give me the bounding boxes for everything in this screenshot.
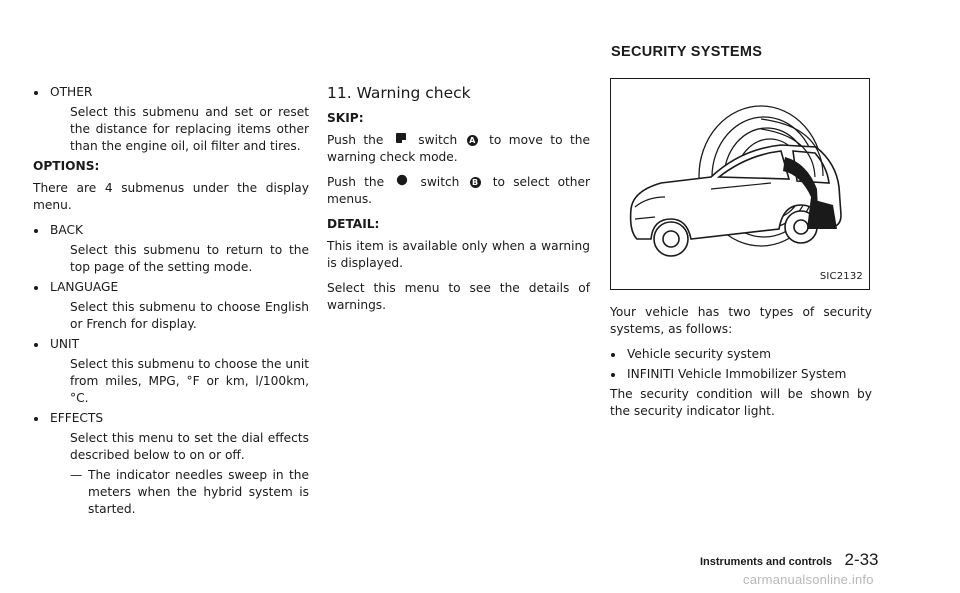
round-switch-icon <box>396 174 408 191</box>
detail-paragraph-1: This item is available only when a warning is displayed. <box>327 239 590 270</box>
effects-item-desc: Select this menu to set the dial effects described below to on or off. <box>70 431 309 462</box>
warning-check-title: 11. Warning check <box>327 84 471 102</box>
security-bullet-1: Vehicle security system <box>610 346 872 363</box>
column-middle <box>327 84 590 322</box>
back-item-label: BACK <box>33 222 309 239</box>
skip-post-text: to move to the warning check mode. <box>327 133 590 164</box>
options-intro: There are 4 submenus under the display menu. <box>33 181 309 212</box>
rectangle-switch-icon <box>395 132 407 149</box>
security-illustration <box>610 78 870 290</box>
push-switch-text: switch <box>420 175 460 189</box>
callout-a-icon: A <box>467 135 478 146</box>
detail-paragraph-2: Select this menu to see the details of warnings. <box>327 281 590 312</box>
security-bullet-2: INFINITI Vehicle Immobilizer System <box>610 366 872 383</box>
push-post-text: to select other menus. <box>327 175 591 206</box>
other-item-desc: Select this submenu and set or reset the distance for replacing items other than the engine oil, oil filter and tires. <box>70 105 309 153</box>
skip-heading: SKIP: <box>327 111 364 125</box>
page-footer <box>700 550 879 570</box>
language-item-desc: Select this submenu to choose English or French for display. <box>70 300 309 331</box>
page-number: 2-33 <box>844 550 879 569</box>
car-security-waves-icon <box>611 79 869 289</box>
effects-item-label: EFFECTS <box>33 410 309 427</box>
security-intro: Your vehicle has two types of security systems, as follows: <box>610 305 872 336</box>
push-paragraph <box>327 174 590 208</box>
back-item-desc: Select this submenu to return to the top page of the setting mode. <box>70 243 309 274</box>
language-item-label: LANGUAGE <box>33 279 309 296</box>
callout-b-icon: B <box>470 177 481 188</box>
effects-dash-item: — The indicator needles sweep in the meters when the hybrid system is started. <box>33 467 309 518</box>
security-closing: The security condition will be shown by the security indicator light. <box>610 387 872 418</box>
detail-heading: DETAIL: <box>327 217 380 231</box>
skip-push-text: Push the <box>327 133 384 147</box>
push-text: Push the <box>327 175 385 189</box>
skip-switch-text: switch <box>418 133 458 147</box>
column-right <box>610 78 872 428</box>
other-item-label: OTHER <box>33 84 309 101</box>
column-left <box>33 84 309 518</box>
section-title: SECURITY SYSTEMS <box>611 44 763 60</box>
figure-caption: SIC2132 <box>819 271 863 282</box>
watermark: carmanualsonline.info <box>743 572 874 587</box>
footer-section-label: Instruments and controls <box>700 556 833 568</box>
options-heading: OPTIONS: <box>33 159 100 173</box>
unit-item-label: UNIT <box>33 336 309 353</box>
skip-paragraph <box>327 132 590 166</box>
unit-item-desc: Select this submenu to choose the unit from miles, MPG, °F or km, l/100km, °C. <box>70 357 309 405</box>
